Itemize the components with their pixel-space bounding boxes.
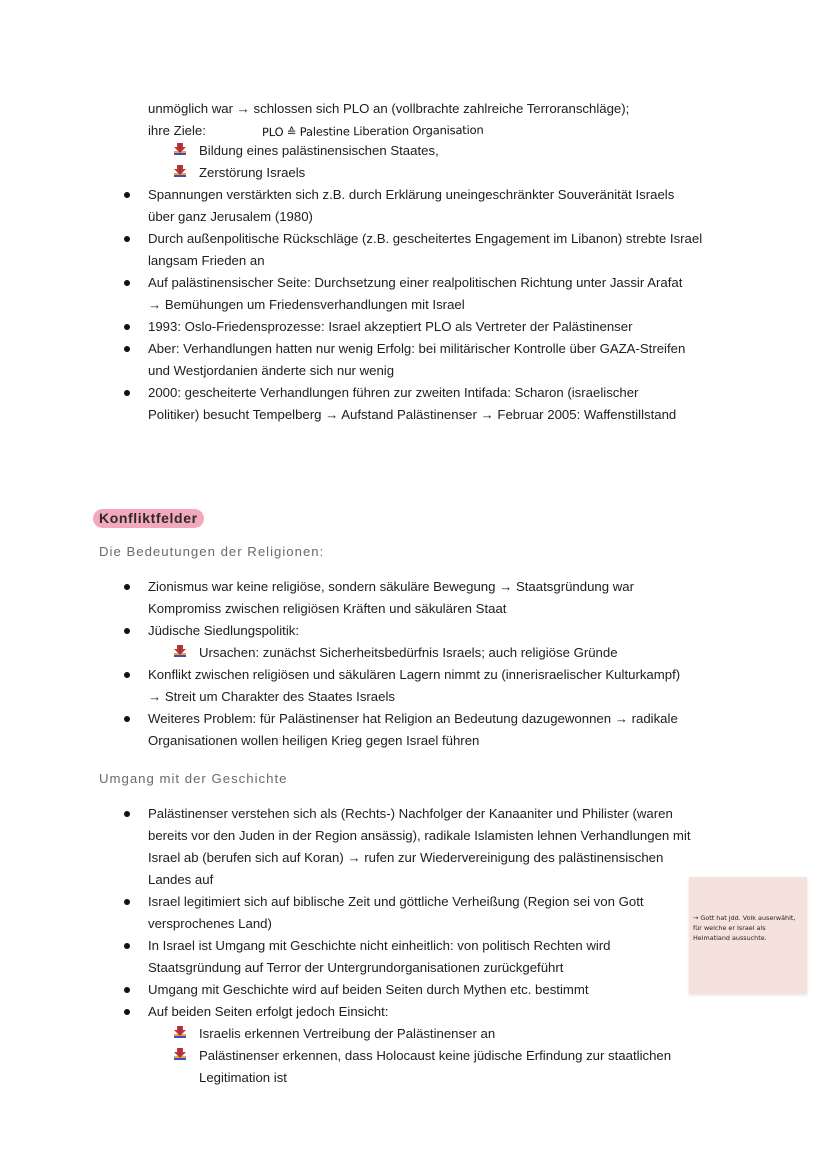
text-line: unmöglich war → schlossen sich PLO an (vollbrachte zahlreiche Terroranschläge); [148, 101, 630, 116]
bullet-dot [124, 1009, 130, 1015]
list-item-continuation: Organisationen wollen heiligen Krieg gegen Israel führen [148, 733, 480, 748]
list-item: Jüdische Siedlungspolitik: [148, 623, 300, 638]
list-item: Umgang mit Geschichte wird auf beiden Seiten durch Mythen etc. bestimmt [148, 982, 589, 997]
sub-list-item: Zerstörung Israels [199, 165, 306, 180]
subsection-heading: Umgang mit der Geschichte [99, 771, 288, 786]
bullet-dot [124, 584, 130, 590]
sub-list-item-continuation: Legitimation ist [199, 1070, 287, 1085]
down-arrow-icon [173, 644, 187, 658]
list-item-continuation: Staatsgründung auf Terror der Untergrundorganisationen zurückgeführt [148, 960, 564, 975]
list-item: Konflikt zwischen religiösen und säkulären Lagern nimmt zu (innerisraelischer Kulturkampf) [148, 667, 681, 682]
bullet-dot [124, 628, 130, 634]
sticky-note-line: Heimatland aussuchte. [693, 934, 767, 942]
list-item: Auf beiden Seiten erfolgt jedoch Einsicht: [148, 1004, 389, 1019]
sub-list-item: Israelis erkennen Vertreibung der Palästinenser an [199, 1026, 496, 1041]
list-item-continuation: → Streit um Charakter des Staates Israels [148, 689, 395, 704]
handwritten-annotation: PLO ≙ Palestine Liberation Organisation [261, 122, 484, 140]
list-item-continuation: Israel ab (berufen sich auf Koran) → rufen zur Wiedervereinigung des palästinensischen [148, 850, 664, 865]
list-item: Durch außenpolitische Rückschläge (z.B. gescheitertes Engagement im Libanon) strebte Israel [148, 231, 703, 246]
sticky-note [689, 877, 807, 994]
list-item-continuation: und Westjordanien änderte sich nur wenig [148, 363, 395, 378]
bullet-dot [124, 811, 130, 817]
sticky-note-line: für welche er Israel als [693, 924, 766, 932]
bullet-dot [124, 346, 130, 352]
list-item: 2000: gescheiterte Verhandlungen führen zur zweiten Intifada: Scharon (israelischer [148, 385, 639, 400]
down-arrow-icon [173, 164, 187, 178]
list-item: Israel legitimiert sich auf biblische Zeit und göttliche Verheißung (Region sei von Gott [148, 894, 644, 909]
bullet-dot [124, 280, 130, 286]
list-item-continuation: langsam Frieden an [148, 253, 265, 268]
section-title-highlighted: Konfliktfelder [93, 509, 204, 528]
sticky-note-line: → Gott hat jdd. Volk auserwählt, [693, 914, 796, 922]
list-item-continuation: bereits vor den Juden in der Region ansässig), radikale Islamisten lehnen Verhandlungen mit [148, 828, 691, 843]
bullet-dot [124, 987, 130, 993]
list-item: In Israel ist Umgang mit Geschichte nicht einheitlich: von politisch Rechten wird [148, 938, 611, 953]
bullet-dot [124, 236, 130, 242]
list-item-continuation: Landes auf [148, 872, 214, 887]
list-item: Palästinenser verstehen sich als (Rechts-) Nachfolger der Kanaaniter und Philister (waren [148, 806, 673, 821]
list-item: 1993: Oslo-Friedensprozesse: Israel akzeptiert PLO als Vertreter der Palästinenser [148, 319, 633, 334]
subsection-heading: Die Bedeutungen der Religionen: [99, 544, 325, 559]
bullet-dot [124, 324, 130, 330]
list-item: Aber: Verhandlungen hatten nur wenig Erfolg: bei militärischer Kontrolle über GAZA-Streifen [148, 341, 686, 356]
list-item-continuation: Politiker) besucht Tempelberg → Aufstand Palästinenser → Februar 2005: Waffenstillstand [148, 407, 677, 422]
bullet-dot [124, 899, 130, 905]
bullet-dot [124, 390, 130, 396]
list-item: Spannungen verstärkten sich z.B. durch Erklärung uneingeschränkter Souveränität Israels [148, 187, 675, 202]
list-item-continuation: über ganz Jerusalem (1980) [148, 209, 313, 224]
down-arrow-icon [173, 1047, 187, 1061]
list-item-continuation: versprochenes Land) [148, 916, 272, 931]
text-line: ihre Ziele: [148, 123, 206, 138]
list-item-continuation: Kompromiss zwischen religiösen Kräften und säkulären Staat [148, 601, 507, 616]
sub-list-item: Palästinenser erkennen, dass Holocaust keine jüdische Erfindung zur staatlichen [199, 1048, 672, 1063]
list-item-continuation: → Bemühungen um Friedensverhandlungen mit Israel [148, 297, 465, 312]
list-item: Zionismus war keine religiöse, sondern säkuläre Bewegung → Staatsgründung war [148, 579, 634, 594]
sub-list-item: Bildung eines palästinensischen Staates, [199, 143, 439, 158]
list-item: Weiteres Problem: für Palästinenser hat Religion an Bedeutung dazugewonnen → radikale [148, 711, 678, 726]
bullet-dot [124, 672, 130, 678]
bullet-dot [124, 943, 130, 949]
list-item: Auf palästinensischer Seite: Durchsetzung einer realpolitischen Richtung unter Jassir Arafat [148, 275, 683, 290]
bullet-dot [124, 716, 130, 722]
down-arrow-icon [173, 142, 187, 156]
bullet-dot [124, 192, 130, 198]
down-arrow-icon [173, 1025, 187, 1039]
sub-list-item: Ursachen: zunächst Sicherheitsbedürfnis Israels; auch religiöse Gründe [199, 645, 618, 660]
